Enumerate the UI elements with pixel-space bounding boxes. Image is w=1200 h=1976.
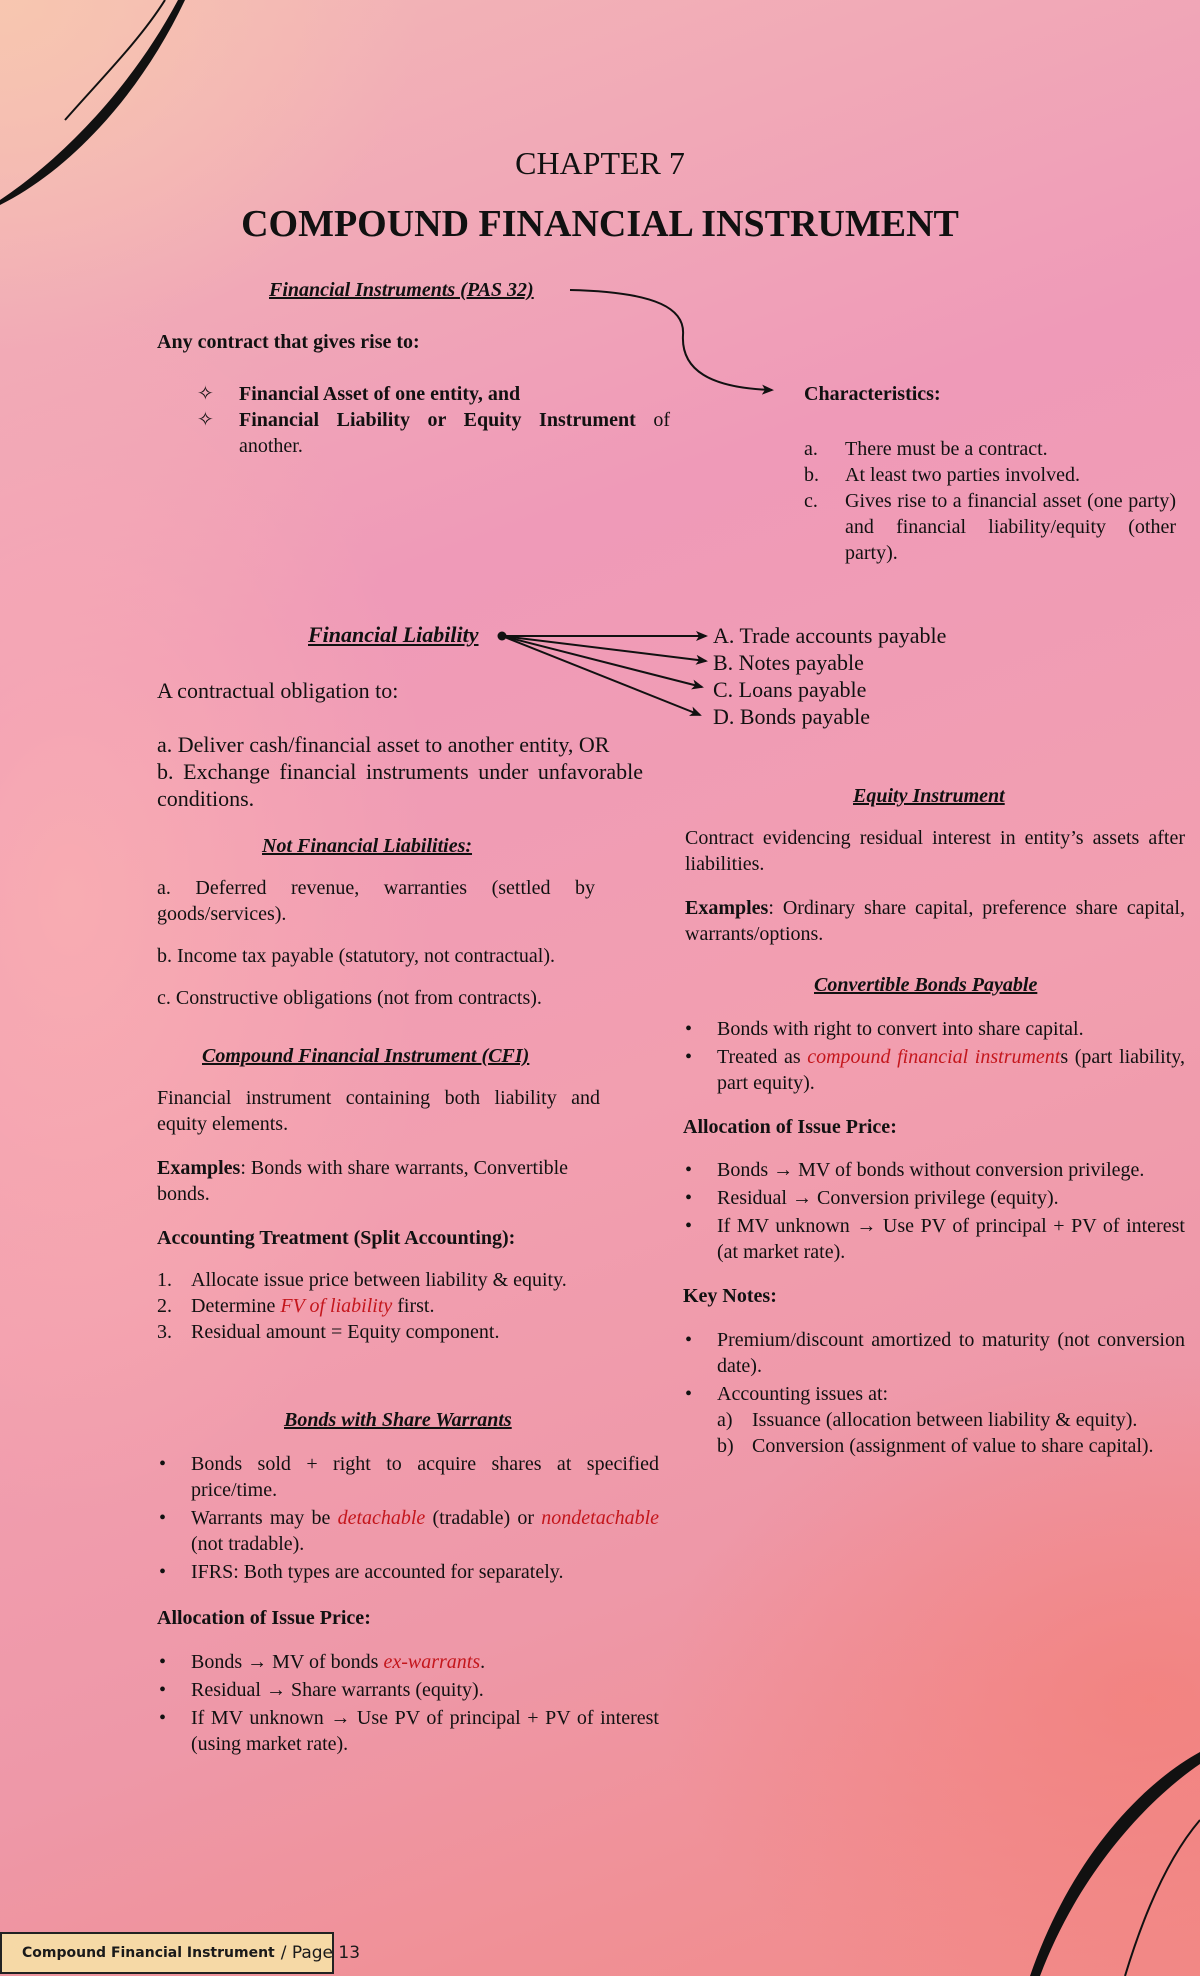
equity-definition: Contract evidencing residual interest in entity’s assets after liabilities.	[685, 827, 1185, 875]
bsw-alloc-bullet: • If MV unknown → Use PV of principal + PV of interest (using market rate).	[157, 1705, 659, 1757]
cbp-heading: Convertible Bonds Payable	[814, 974, 1038, 996]
footer-label: Compound Financial Instrument	[22, 1945, 275, 1961]
fin-instruments-item: ✧ Financial Asset of one entity, and	[197, 383, 521, 405]
key-note: • Accounting issues at: a) Issuance (allocation between liability & equity). b) Conversion (assignment of value to share capital).	[683, 1381, 1185, 1459]
characteristics-item: a. There must be a contract.	[804, 438, 1048, 460]
bsw-alloc-heading: Allocation of Issue Price:	[157, 1607, 371, 1629]
curved-arrow	[570, 290, 772, 390]
key-note-sub: b) Conversion (assignment of value to share capital).	[717, 1435, 1154, 1457]
fin-liability-intro: A contractual obligation to:	[157, 678, 399, 703]
arrow-b	[502, 636, 706, 661]
liability-examples	[713, 622, 946, 730]
cbp-bullet: • Treated as compound financial instruments (part liability, part equity).	[683, 1044, 1185, 1096]
cbp-alloc-bullet: • Residual → Conversion privilege (equity).	[683, 1185, 1185, 1211]
liability-example: C. Loans payable	[713, 677, 867, 702]
not-fin-liab-heading: Not Financial Liabilities:	[262, 835, 473, 857]
not-fin-liab-item: b. Income tax payable (statutory, not contractual).	[157, 945, 555, 967]
cfi-step: 1. Allocate issue price between liability & equity.	[157, 1269, 567, 1291]
equity-heading: Equity Instrument	[853, 785, 1005, 807]
arrow-d	[502, 636, 700, 715]
cfi-heading: Compound Financial Instrument (CFI)	[202, 1045, 530, 1067]
cfi-step: 2. Determine FV of liability first.	[157, 1295, 435, 1317]
diamond-star-icon: ✧	[197, 409, 214, 431]
cbp-bullet: • Bonds with right to convert into share capital.	[683, 1016, 1185, 1042]
bsw-alloc-bullet: • Bonds → MV of bonds ex-warrants.	[157, 1649, 659, 1675]
characteristics-list	[804, 436, 1176, 566]
cfi-treatment-heading: Accounting Treatment (Split Accounting):	[157, 1227, 516, 1249]
equity-examples: Examples: Ordinary share capital, preference share capital, warrants/options.	[685, 897, 1185, 945]
cbp-alloc-heading: Allocation of Issue Price:	[683, 1116, 897, 1138]
bsw-heading: Bonds with Share Warrants	[284, 1409, 512, 1431]
not-fin-liab-list	[157, 875, 595, 1011]
key-note: • Premium/discount amortized to maturity (not conversion date).	[683, 1327, 1185, 1379]
bsw-alloc-bullet: • Residual → Share warrants (equity).	[157, 1677, 659, 1703]
page-title: COMPOUND FINANCIAL INSTRUMENT	[241, 203, 959, 245]
fin-liability-heading: Financial Liability	[308, 622, 479, 647]
liability-example: A. Trade accounts payable	[713, 623, 947, 648]
cfi-steps	[157, 1267, 617, 1345]
page-footer	[0, 1932, 361, 1974]
bsw-list	[157, 1451, 659, 1585]
key-notes-heading: Key Notes:	[683, 1285, 777, 1307]
bsw-bullet: • Bonds sold + right to acquire shares at specified price/time.	[157, 1451, 659, 1503]
key-note-sub: a) Issuance (allocation between liability & equity).	[717, 1409, 1138, 1431]
bsw-bullet: • IFRS: Both types are accounted for separately.	[157, 1559, 659, 1585]
fin-instruments-list	[197, 381, 670, 459]
bottom-right-swoosh	[1000, 1740, 1200, 1976]
chapter-label: CHAPTER 7	[515, 145, 685, 181]
obligation-item: a. Deliver cash/financial asset to another entity, OR	[157, 732, 610, 757]
not-fin-liab-item: c. Constructive obligations (not from contracts).	[157, 987, 542, 1009]
liability-dot	[498, 632, 507, 641]
cbp-alloc-bullet: • Bonds → MV of bonds without conversion privilege.	[683, 1157, 1185, 1183]
fin-instruments-intro: Any contract that gives rise to:	[157, 331, 420, 353]
arrow-c	[502, 636, 702, 687]
not-fin-liab-item: a. Deferred revenue, warranties (settled by goods/services).	[157, 877, 595, 925]
liability-example: D. Bonds payable	[713, 704, 871, 729]
cfi-definition: Financial instrument containing both liability and equity elements.	[157, 1087, 600, 1135]
fin-liability-obligations	[157, 731, 643, 812]
obligation-item: b. Exchange financial instruments under unfavorable conditions.	[157, 759, 643, 811]
characteristics-item: b. At least two parties involved.	[804, 464, 1080, 486]
bsw-bullet: • Warrants may be detachable (tradable) or nondetachable (not tradable).	[157, 1505, 659, 1557]
cbp-alloc-bullet: • If MV unknown → Use PV of principal + PV of interest (at market rate).	[683, 1213, 1185, 1265]
cfi-step: 3. Residual amount = Equity component.	[157, 1321, 500, 1343]
bsw-alloc-list	[157, 1649, 659, 1757]
characteristics-item: c. Gives rise to a financial asset (one party) and financial liability/equity (other party).	[804, 490, 1176, 564]
fin-instruments-heading: Financial Instruments (PAS 32)	[269, 279, 534, 301]
cbp-alloc-list	[683, 1157, 1185, 1265]
characteristics-heading: Characteristics:	[804, 383, 941, 405]
cbp-list	[683, 1016, 1185, 1096]
cfi-examples: Examples: Bonds with share warrants, Convertible bonds.	[157, 1157, 569, 1205]
key-notes-list	[683, 1327, 1185, 1459]
fin-instruments-item: ✧ Financial Liability or Equity Instrument of another.	[197, 409, 670, 457]
liability-example: B. Notes payable	[713, 650, 864, 675]
page-number: / Page 13	[280, 1943, 361, 1963]
diamond-star-icon: ✧	[197, 383, 214, 405]
